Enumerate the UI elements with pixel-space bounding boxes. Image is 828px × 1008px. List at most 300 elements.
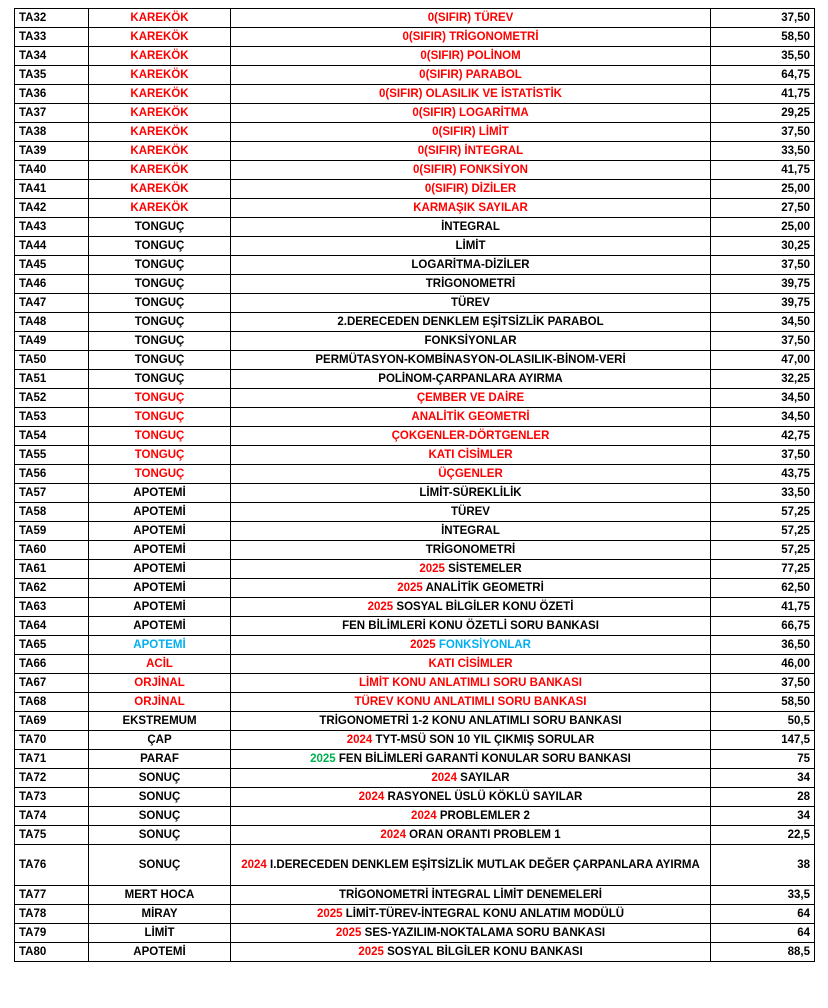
brand-cell: SONUÇ: [89, 788, 231, 807]
brand-cell: KAREKÖK: [89, 9, 231, 28]
title-segment: 2024: [358, 790, 385, 803]
brand-cell: LİMİT: [89, 924, 231, 943]
brand-cell: TONGUÇ: [89, 389, 231, 408]
price-cell: 37,50: [711, 9, 815, 28]
code-cell: TA80: [15, 943, 89, 962]
table-row: [15, 332, 815, 351]
title-cell: [231, 28, 711, 47]
title-cell: [231, 617, 711, 636]
table-row: [15, 256, 815, 275]
code-cell: TA60: [15, 541, 89, 560]
brand-cell: ORJİNAL: [89, 674, 231, 693]
title-cell: [231, 408, 711, 427]
code-cell: TA32: [15, 9, 89, 28]
table-row: [15, 275, 815, 294]
code-cell: TA63: [15, 598, 89, 617]
table-row: [15, 484, 815, 503]
code-cell: TA48: [15, 313, 89, 332]
table-row: [15, 218, 815, 237]
code-cell: TA47: [15, 294, 89, 313]
title-segment: TRİGONOMETRİ İNTEGRAL LİMİT DENEMELERİ: [338, 888, 602, 901]
title-segment: 2024: [346, 733, 373, 746]
title-segment: FEN BİLİMLERİ GARANTİ KONULAR SORU BANKASI: [335, 752, 631, 765]
title-segment: 0(SIFIR) PARABOL: [419, 68, 522, 81]
code-cell: TA33: [15, 28, 89, 47]
title-cell: [231, 674, 711, 693]
title-cell: [231, 693, 711, 712]
brand-cell: TONGUÇ: [89, 294, 231, 313]
table-row: [15, 237, 815, 256]
price-cell: 34: [711, 769, 815, 788]
title-segment: 2025: [410, 638, 436, 651]
table-row: [15, 47, 815, 66]
code-cell: TA53: [15, 408, 89, 427]
title-cell: [231, 218, 711, 237]
table-row: [15, 142, 815, 161]
title-segment: 0(SIFIR) DİZİLER: [424, 182, 517, 195]
price-cell: 32,25: [711, 370, 815, 389]
price-cell: 37,50: [711, 123, 815, 142]
title-cell: [231, 598, 711, 617]
title-segment: I.DERECEDEN DENKLEM EŞİTSİZLİK MUTLAK DEĞER ÇARPANLARA AYIRMA: [266, 858, 700, 871]
code-cell: TA39: [15, 142, 89, 161]
title-segment: ORAN ORANTI PROBLEM 1: [405, 828, 561, 841]
brand-cell: TONGUÇ: [89, 408, 231, 427]
title-cell: [231, 199, 711, 218]
code-cell: TA34: [15, 47, 89, 66]
brand-cell: TONGUÇ: [89, 370, 231, 389]
title-segment: İNTEGRAL: [441, 524, 500, 537]
title-segment: RASYONEL ÜSLÜ KÖKLÜ SAYILAR: [384, 790, 583, 803]
title-segment: 2024: [411, 809, 437, 822]
brand-cell: SONUÇ: [89, 826, 231, 845]
title-segment: 0(SIFIR) TÜREV: [427, 11, 514, 24]
price-cell: 35,50: [711, 47, 815, 66]
price-cell: 38: [711, 845, 815, 886]
title-segment: SAYILAR: [456, 771, 510, 784]
title-segment: LİMİT: [455, 239, 486, 252]
title-segment: TRİGONOMETRİ 1-2 KONU ANLATIMLI SORU BANKASI: [319, 714, 622, 727]
brand-cell: KAREKÖK: [89, 85, 231, 104]
price-cell: 42,75: [711, 427, 815, 446]
title-cell: [231, 522, 711, 541]
code-cell: TA68: [15, 693, 89, 712]
table-row: [15, 28, 815, 47]
title-segment: KARMAŞIK SAYILAR: [413, 201, 528, 214]
brand-cell: ACİL: [89, 655, 231, 674]
table-row: [15, 503, 815, 522]
title-segment: FEN BİLİMLERİ KONU ÖZETLİ SORU BANKASI: [342, 619, 599, 632]
code-cell: TA78: [15, 905, 89, 924]
title-cell: [231, 66, 711, 85]
brand-cell: TONGUÇ: [89, 237, 231, 256]
title-cell: [231, 9, 711, 28]
title-segment: 2025: [397, 581, 423, 594]
table-row: [15, 541, 815, 560]
code-cell: TA58: [15, 503, 89, 522]
price-cell: 34,50: [711, 313, 815, 332]
code-cell: TA43: [15, 218, 89, 237]
brand-cell: KAREKÖK: [89, 28, 231, 47]
table-row: [15, 66, 815, 85]
title-cell: [231, 788, 711, 807]
title-cell: [231, 256, 711, 275]
price-cell: 37,50: [711, 256, 815, 275]
brand-cell: APOTEMİ: [89, 522, 231, 541]
title-segment: 0(SIFIR) LİMİT: [432, 125, 509, 138]
title-cell: [231, 465, 711, 484]
brand-cell: KAREKÖK: [89, 47, 231, 66]
table-row: [15, 579, 815, 598]
price-cell: 58,50: [711, 28, 815, 47]
title-cell: [231, 123, 711, 142]
title-segment: 0(SIFIR) İNTEGRAL: [417, 144, 524, 157]
price-cell: 33,50: [711, 484, 815, 503]
title-segment: İNTEGRAL: [441, 220, 500, 233]
table-row: [15, 826, 815, 845]
table-row: [15, 104, 815, 123]
title-segment: 0(SIFIR) FONKSİYON: [412, 163, 528, 176]
price-cell: 57,25: [711, 541, 815, 560]
title-segment: PERMÜTASYON-KOMBİNASYON-OLASILIK-BİNOM-VERİ: [315, 353, 626, 366]
code-cell: TA74: [15, 807, 89, 826]
title-cell: [231, 484, 711, 503]
price-cell: 41,75: [711, 161, 815, 180]
table-row: [15, 180, 815, 199]
price-cell: 27,50: [711, 199, 815, 218]
title-segment: 2025: [358, 945, 384, 958]
title-segment: SİSTEMELER: [444, 562, 522, 575]
title-segment: TÜREV: [451, 505, 490, 518]
price-cell: 64,75: [711, 66, 815, 85]
brand-cell: APOTEMİ: [89, 636, 231, 655]
code-cell: TA57: [15, 484, 89, 503]
brand-cell: APOTEMİ: [89, 560, 231, 579]
price-cell: 47,00: [711, 351, 815, 370]
brand-cell: SONUÇ: [89, 807, 231, 826]
price-cell: 37,50: [711, 674, 815, 693]
code-cell: TA56: [15, 465, 89, 484]
code-cell: TA36: [15, 85, 89, 104]
brand-cell: TONGUÇ: [89, 465, 231, 484]
table-row: [15, 655, 815, 674]
title-cell: [231, 943, 711, 962]
brand-cell: APOTEMİ: [89, 579, 231, 598]
table-row: [15, 161, 815, 180]
code-cell: TA35: [15, 66, 89, 85]
brand-cell: PARAF: [89, 750, 231, 769]
table-row: [15, 370, 815, 389]
title-cell: [231, 924, 711, 943]
code-cell: TA52: [15, 389, 89, 408]
brand-cell: APOTEMİ: [89, 484, 231, 503]
title-cell: [231, 807, 711, 826]
brand-cell: APOTEMİ: [89, 617, 231, 636]
price-cell: 66,75: [711, 617, 815, 636]
price-table-body: [15, 9, 815, 962]
brand-cell: MİRAY: [89, 905, 231, 924]
title-cell: [231, 351, 711, 370]
title-cell: [231, 905, 711, 924]
price-cell: 50,5: [711, 712, 815, 731]
table-row: [15, 731, 815, 750]
title-segment: POLİNOM-ÇARPANLARA AYIRMA: [378, 372, 563, 385]
price-cell: 41,75: [711, 85, 815, 104]
price-cell: 39,75: [711, 275, 815, 294]
code-cell: TA44: [15, 237, 89, 256]
title-cell: [231, 712, 711, 731]
table-row: [15, 427, 815, 446]
price-cell: 58,50: [711, 693, 815, 712]
title-cell: [231, 85, 711, 104]
price-cell: 25,00: [711, 180, 815, 199]
title-segment: 2025: [419, 562, 445, 575]
price-cell: 77,25: [711, 560, 815, 579]
title-segment: 2025: [310, 752, 336, 765]
title-segment: 0(SIFIR) LOGARİTMA: [412, 106, 529, 119]
code-cell: TA59: [15, 522, 89, 541]
brand-cell: SONUÇ: [89, 845, 231, 886]
price-cell: 28: [711, 788, 815, 807]
title-cell: [231, 389, 711, 408]
price-cell: 37,50: [711, 446, 815, 465]
code-cell: TA64: [15, 617, 89, 636]
title-segment: TÜREV: [451, 296, 490, 309]
title-segment: FONKSİYONLAR: [435, 638, 531, 651]
price-cell: 41,75: [711, 598, 815, 617]
table-row: [15, 924, 815, 943]
table-row: [15, 674, 815, 693]
title-cell: [231, 313, 711, 332]
price-cell: 34: [711, 807, 815, 826]
title-segment: ANALİTİK GEOMETRİ: [422, 581, 544, 594]
brand-cell: KAREKÖK: [89, 180, 231, 199]
price-cell: 34,50: [711, 389, 815, 408]
title-cell: [231, 826, 711, 845]
title-cell: [231, 845, 711, 886]
price-cell: 64: [711, 905, 815, 924]
code-cell: TA79: [15, 924, 89, 943]
table-row: [15, 886, 815, 905]
price-cell: 46,00: [711, 655, 815, 674]
title-cell: [231, 655, 711, 674]
code-cell: TA42: [15, 199, 89, 218]
table-row: [15, 943, 815, 962]
brand-cell: TONGUÇ: [89, 332, 231, 351]
brand-cell: TONGUÇ: [89, 218, 231, 237]
title-segment: 2025: [367, 600, 394, 613]
brand-cell: EKSTREMUM: [89, 712, 231, 731]
title-segment: 2024: [380, 828, 406, 841]
price-cell: 62,50: [711, 579, 815, 598]
code-cell: TA73: [15, 788, 89, 807]
code-cell: TA65: [15, 636, 89, 655]
title-segment: KATI CİSİMLER: [428, 657, 513, 670]
table-row: [15, 598, 815, 617]
code-cell: TA51: [15, 370, 89, 389]
title-segment: FONKSİYONLAR: [424, 334, 517, 347]
table-row: [15, 351, 815, 370]
table-row: [15, 845, 815, 886]
title-segment: 2024: [431, 771, 457, 784]
title-segment: 2025: [335, 926, 362, 939]
code-cell: TA72: [15, 769, 89, 788]
table-row: [15, 636, 815, 655]
table-row: [15, 617, 815, 636]
price-cell: 29,25: [711, 104, 815, 123]
code-cell: TA40: [15, 161, 89, 180]
title-cell: [231, 750, 711, 769]
title-cell: [231, 769, 711, 788]
price-cell: 33,50: [711, 142, 815, 161]
title-cell: [231, 503, 711, 522]
table-row: [15, 446, 815, 465]
price-cell: 39,75: [711, 294, 815, 313]
brand-cell: KAREKÖK: [89, 142, 231, 161]
table-row: [15, 522, 815, 541]
brand-cell: ORJİNAL: [89, 693, 231, 712]
price-list-table: [14, 8, 815, 962]
title-segment: LOGARİTMA-DİZİLER: [411, 258, 530, 271]
title-segment: TÜREV KONU ANLATIMLI SORU BANKASI: [354, 695, 587, 708]
price-cell: 22,5: [711, 826, 815, 845]
table-row: [15, 85, 815, 104]
title-cell: [231, 161, 711, 180]
code-cell: TA75: [15, 826, 89, 845]
table-row: [15, 123, 815, 142]
title-segment: 0(SIFIR) POLİNOM: [420, 49, 521, 62]
code-cell: TA76: [15, 845, 89, 886]
price-cell: 88,5: [711, 943, 815, 962]
title-cell: [231, 731, 711, 750]
brand-cell: KAREKÖK: [89, 104, 231, 123]
title-cell: [231, 180, 711, 199]
title-cell: [231, 446, 711, 465]
brand-cell: MERT HOCA: [89, 886, 231, 905]
price-cell: 34,50: [711, 408, 815, 427]
table-row: [15, 199, 815, 218]
title-segment: ÜÇGENLER: [438, 467, 503, 480]
title-cell: [231, 886, 711, 905]
table-row: [15, 905, 815, 924]
brand-cell: APOTEMİ: [89, 541, 231, 560]
title-cell: [231, 541, 711, 560]
brand-cell: TONGUÇ: [89, 313, 231, 332]
title-cell: [231, 142, 711, 161]
title-segment: LİMİT-TÜREV-İNTEGRAL KONU ANLATIM MODÜLÜ: [342, 907, 625, 920]
table-row: [15, 9, 815, 28]
title-segment: 0(SIFIR) TRİGONOMETRİ: [402, 30, 539, 43]
table-row: [15, 313, 815, 332]
price-cell: 30,25: [711, 237, 815, 256]
table-row: [15, 294, 815, 313]
code-cell: TA38: [15, 123, 89, 142]
title-segment: ÇEMBER VE DAİRE: [416, 391, 525, 404]
code-cell: TA62: [15, 579, 89, 598]
code-cell: TA55: [15, 446, 89, 465]
price-cell: 25,00: [711, 218, 815, 237]
price-cell: 64: [711, 924, 815, 943]
code-cell: TA71: [15, 750, 89, 769]
brand-cell: SONUÇ: [89, 769, 231, 788]
title-cell: [231, 332, 711, 351]
brand-cell: APOTEMİ: [89, 598, 231, 617]
title-cell: [231, 636, 711, 655]
brand-cell: KAREKÖK: [89, 161, 231, 180]
title-segment: SOSYAL BİLGİLER KONU BANKASI: [383, 945, 583, 958]
title-cell: [231, 427, 711, 446]
title-cell: [231, 579, 711, 598]
brand-cell: TONGUÇ: [89, 427, 231, 446]
price-cell: 147,5: [711, 731, 815, 750]
code-cell: TA45: [15, 256, 89, 275]
title-segment: 2024: [241, 858, 267, 871]
code-cell: TA50: [15, 351, 89, 370]
brand-cell: TONGUÇ: [89, 351, 231, 370]
price-cell: 75: [711, 750, 815, 769]
table-row: [15, 788, 815, 807]
title-segment: 2.DERECEDEN DENKLEM EŞİTSİZLİK PARABOL: [337, 315, 604, 328]
code-cell: TA54: [15, 427, 89, 446]
title-segment: TRİGONOMETRİ: [425, 543, 516, 556]
price-cell: 33,5: [711, 886, 815, 905]
table-row: [15, 408, 815, 427]
title-cell: [231, 104, 711, 123]
brand-cell: APOTEMİ: [89, 943, 231, 962]
title-segment: KATI CİSİMLER: [428, 448, 513, 461]
table-row: [15, 807, 815, 826]
code-cell: TA77: [15, 886, 89, 905]
title-segment: ANALİTİK GEOMETRİ: [411, 410, 530, 423]
code-cell: TA66: [15, 655, 89, 674]
brand-cell: TONGUÇ: [89, 446, 231, 465]
title-cell: [231, 275, 711, 294]
title-segment: TRİGONOMETRİ: [425, 277, 516, 290]
title-segment: SES-YAZILIM-NOKTALAMA SORU BANKASI: [361, 926, 606, 939]
title-cell: [231, 294, 711, 313]
title-cell: [231, 237, 711, 256]
title-cell: [231, 47, 711, 66]
code-cell: TA67: [15, 674, 89, 693]
code-cell: TA37: [15, 104, 89, 123]
code-cell: TA69: [15, 712, 89, 731]
price-cell: 43,75: [711, 465, 815, 484]
price-cell: 37,50: [711, 332, 815, 351]
title-segment: LİMİT KONU ANLATIMLI SORU BANKASI: [359, 676, 582, 689]
code-cell: TA49: [15, 332, 89, 351]
table-row: [15, 769, 815, 788]
brand-cell: KAREKÖK: [89, 199, 231, 218]
title-segment: PROBLEMLER 2: [436, 809, 530, 822]
table-row: [15, 389, 815, 408]
title-segment: LİMİT-SÜREKLİLİK: [419, 486, 522, 499]
brand-cell: KAREKÖK: [89, 123, 231, 142]
title-cell: [231, 560, 711, 579]
code-cell: TA41: [15, 180, 89, 199]
title-segment: ÇOKGENLER-DÖRTGENLER: [391, 429, 550, 442]
price-cell: 57,25: [711, 522, 815, 541]
code-cell: TA70: [15, 731, 89, 750]
price-cell: 36,50: [711, 636, 815, 655]
price-cell: 57,25: [711, 503, 815, 522]
title-segment: 0(SIFIR) OLASILIK VE İSTATİSTİK: [379, 87, 562, 100]
table-row: [15, 750, 815, 769]
table-row: [15, 560, 815, 579]
brand-cell: TONGUÇ: [89, 256, 231, 275]
table-row: [15, 712, 815, 731]
brand-cell: TONGUÇ: [89, 275, 231, 294]
code-cell: TA46: [15, 275, 89, 294]
